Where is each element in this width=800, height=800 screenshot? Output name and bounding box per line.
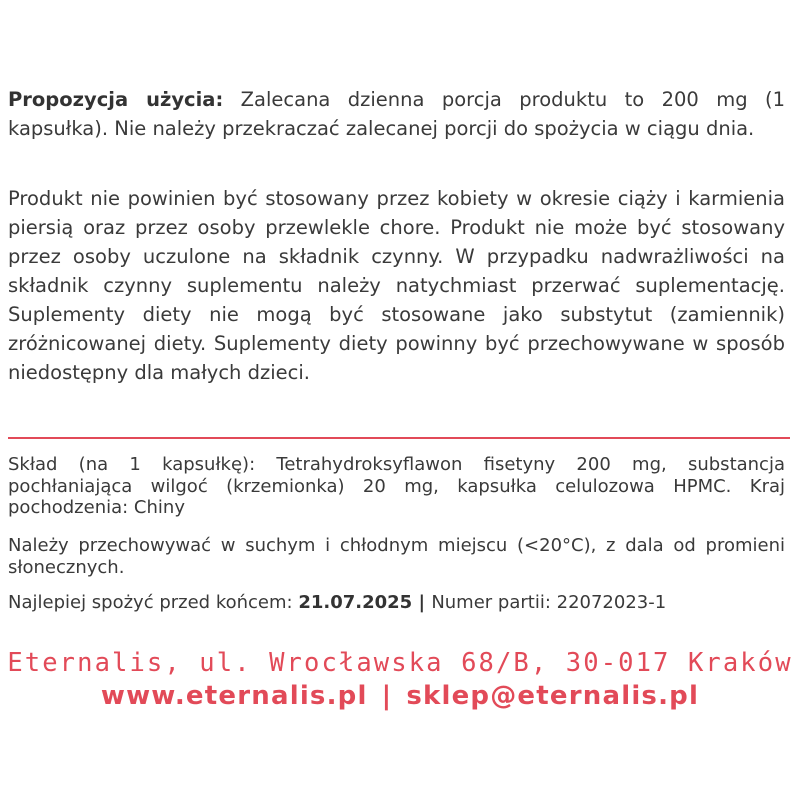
contact-line [0, 681, 800, 711]
section-divider [8, 437, 790, 439]
batch-label: Numer partii: [431, 592, 557, 613]
best-before-separator: | [412, 592, 432, 613]
best-before-date: 21.07.2025 [298, 592, 413, 613]
composition-paragraph: Skład (na 1 kapsułkę): Tetrahydroksyflawon fisetyny 200 mg, substancja pochłaniająca wilgoć (krzemionka) 20 mg, kapsułka celulozowa HPMC. Kraj pochodzenia: Chiny [8, 454, 785, 518]
warnings-section [8, 184, 785, 387]
warnings-paragraph: Produkt nie powinien być stosowany przez kobiety w okresie ciąży i karmienia piersią oraz przez osoby przewlekle chore. Produkt nie może być stosowany przez osoby uczulone na składnik czynny. W przypadku nadwrażliwości na składnik czynny suplementu należy natychmiast przerwać suplementację. Suplementy diety nie mogą być stosowane jako substytut (zamiennik) zróżnicowanej diety. Suplementy diety powinny być przechowywane w sposób niedostępny dla małych dzieci. [8, 187, 785, 384]
website-link[interactable]: www.eternalis.pl [100, 681, 368, 711]
batch-number: 22072023-1 [556, 592, 667, 613]
company-address: Eternalis, ul. Wrocławska 68/B, 30-017 Kraków [7, 648, 793, 678]
best-before-label: Najlepiej spożyć przed końcem: [8, 592, 299, 613]
usage-paragraph [8, 85, 785, 143]
storage-section [8, 535, 785, 578]
email-link[interactable]: sklep@eternalis.pl [406, 681, 700, 711]
usage-label: Propozycja użycia: [8, 88, 224, 111]
storage-paragraph: Należy przechowywać w suchym i chłodnym miejscu (<20°C), z dala od promieni słonecznych. [8, 535, 785, 578]
best-before-line [8, 592, 785, 614]
usage-text: Zalecana dzienna porcja produktu to 200 mg (1 kapsułka). Nie należy przekraczać zalecanej porcji do spożycia w ciągu dnia. [8, 88, 785, 140]
contact-divider: | [381, 681, 393, 711]
usage-section [8, 85, 785, 143]
composition-section [8, 454, 785, 519]
